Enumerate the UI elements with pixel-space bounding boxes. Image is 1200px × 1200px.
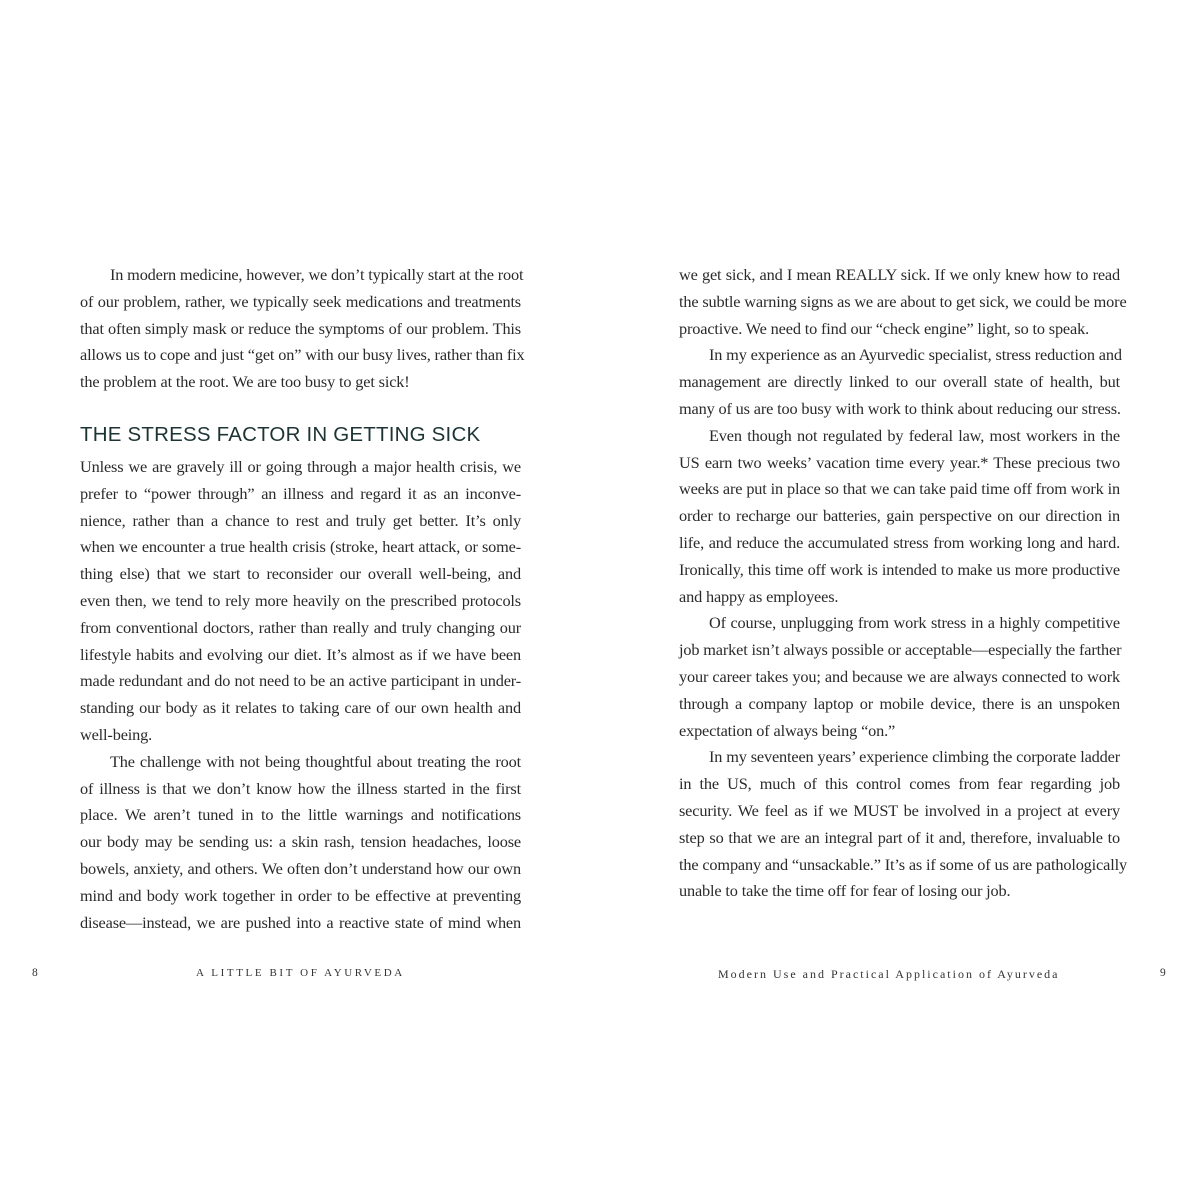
text-line: expectation of always being “on.” bbox=[679, 720, 896, 740]
running-head-left: A LITTLE BIT OF AYURVEDA bbox=[196, 967, 405, 979]
text-line: made redundant and do not need to be an active participant in under- bbox=[80, 671, 521, 691]
text-line: In my experience as an Ayurvedic specialist, stress reduction and bbox=[709, 345, 1122, 365]
paragraph bbox=[679, 342, 1120, 422]
paragraph bbox=[80, 262, 525, 396]
text-line: of our problem, rather, we typically seek medications and treatments bbox=[80, 291, 521, 311]
text-line: nience, rather than a chance to rest and truly get better. It’s only bbox=[80, 510, 521, 530]
text-line: In my seventeen years’ experience climbing the corporate ladder bbox=[709, 747, 1120, 767]
paragraph bbox=[679, 744, 1127, 905]
text-line: prefer to “power through” an illness and regard it as an inconve- bbox=[80, 483, 521, 503]
text-line: job market isn’t always possible or acceptable—especially the farther bbox=[679, 640, 1122, 660]
paragraph bbox=[80, 749, 521, 937]
text-line: that often simply mask or reduce the symptoms of our problem. This bbox=[80, 318, 521, 338]
text-line: management are directly linked to our overall state of health, but bbox=[679, 372, 1120, 392]
running-head-right: Modern Use and Practical Application of Ayurveda bbox=[718, 967, 1060, 981]
paragraph bbox=[679, 610, 1120, 744]
text-line: Ironically, this time off work is intended to make us more productive bbox=[679, 559, 1120, 579]
text-line: from conventional doctors, rather than really and truly changing our bbox=[80, 617, 521, 637]
text-line: when we encounter a true health crisis (stroke, heart attack, or some- bbox=[80, 537, 521, 557]
text-line: thing else) that we start to reconsider our overall well-being, and bbox=[80, 564, 521, 584]
text-line: place. We aren’t tuned in to the little warnings and notifications bbox=[80, 805, 521, 825]
text-line: we get sick, and I mean REALLY sick. If we only knew how to read bbox=[679, 265, 1120, 284]
text-line: life, and reduce the accumulated stress from working long and hard. bbox=[679, 532, 1120, 552]
left-page bbox=[80, 262, 525, 936]
text-line: many of us are too busy with work to think about reducing our stress. bbox=[679, 398, 1121, 418]
right-page bbox=[679, 262, 1127, 905]
page-number-left: 8 bbox=[32, 967, 38, 979]
text-line: US earn two weeks’ vacation time every year.* These precious two bbox=[679, 452, 1120, 472]
text-line: even then, we tend to rely more heavily on the prescribed protocols bbox=[80, 590, 521, 610]
text-line: In modern medicine, however, we don’t typically start at the root bbox=[110, 265, 524, 284]
text-line: Unless we are gravely ill or going through a major health crisis, we bbox=[80, 456, 521, 476]
text-line: mind and body work together in order to be effective at preventing bbox=[80, 885, 521, 905]
text-line: in the US, much of this control comes from fear regarding job bbox=[679, 774, 1120, 794]
text-line: weeks are put in place so that we can take paid time off from work in bbox=[679, 479, 1120, 499]
paragraph bbox=[80, 454, 521, 749]
text-line: lifestyle habits and evolving our diet. It’s almost as if we have been bbox=[80, 644, 521, 664]
text-line: the subtle warning signs as we are about to get sick, we could be more bbox=[679, 291, 1127, 311]
text-line: your career takes you; and because we are always connected to work bbox=[679, 666, 1120, 686]
paragraph bbox=[679, 262, 1127, 342]
text-line: Even though not regulated by federal law, most workers in the bbox=[709, 425, 1120, 445]
text-line: well-being. bbox=[80, 724, 153, 744]
text-line: The challenge with not being thoughtful about treating the root bbox=[110, 751, 521, 771]
text-line: the problem at the root. We are too busy to get sick! bbox=[80, 372, 410, 392]
section-heading: THE STRESS FACTOR IN GETTING SICK bbox=[80, 422, 481, 446]
text-line: our body may be sending us: a skin rash, tension headaches, loose bbox=[80, 832, 521, 852]
text-line: allows us to cope and just “get on” with our busy lives, rather than fix bbox=[80, 345, 525, 365]
text-line: of illness is that we don’t know how the illness started in the first bbox=[80, 778, 521, 798]
text-line: unable to take the time off for fear of losing our job. bbox=[679, 881, 1011, 901]
text-line: step so that we are an integral part of it and, therefore, invaluable to bbox=[679, 827, 1120, 847]
text-line: proactive. We need to find our “check engine” light, so to speak. bbox=[679, 318, 1090, 338]
text-line: bowels, anxiety, and others. We often don’t understand how our own bbox=[80, 858, 521, 878]
text-line: and happy as employees. bbox=[679, 586, 839, 606]
text-line: Of course, unplugging from work stress in a highly competitive bbox=[709, 613, 1120, 633]
text-line: through a company laptop or mobile device, there is an unspoken bbox=[679, 693, 1120, 713]
text-line: security. We feel as if we MUST be involved in a project at every bbox=[679, 800, 1120, 820]
text-line: standing our body as it relates to taking care of our own health and bbox=[80, 698, 521, 718]
text-line: disease—instead, we are pushed into a reactive state of mind when bbox=[80, 912, 521, 932]
paragraph bbox=[679, 423, 1120, 611]
text-line: the company and “unsackable.” It’s as if some of us are pathologically bbox=[679, 854, 1127, 874]
text-line: order to recharge our batteries, gain perspective on our direction in bbox=[679, 506, 1120, 526]
page-number-right: 9 bbox=[1160, 967, 1166, 979]
